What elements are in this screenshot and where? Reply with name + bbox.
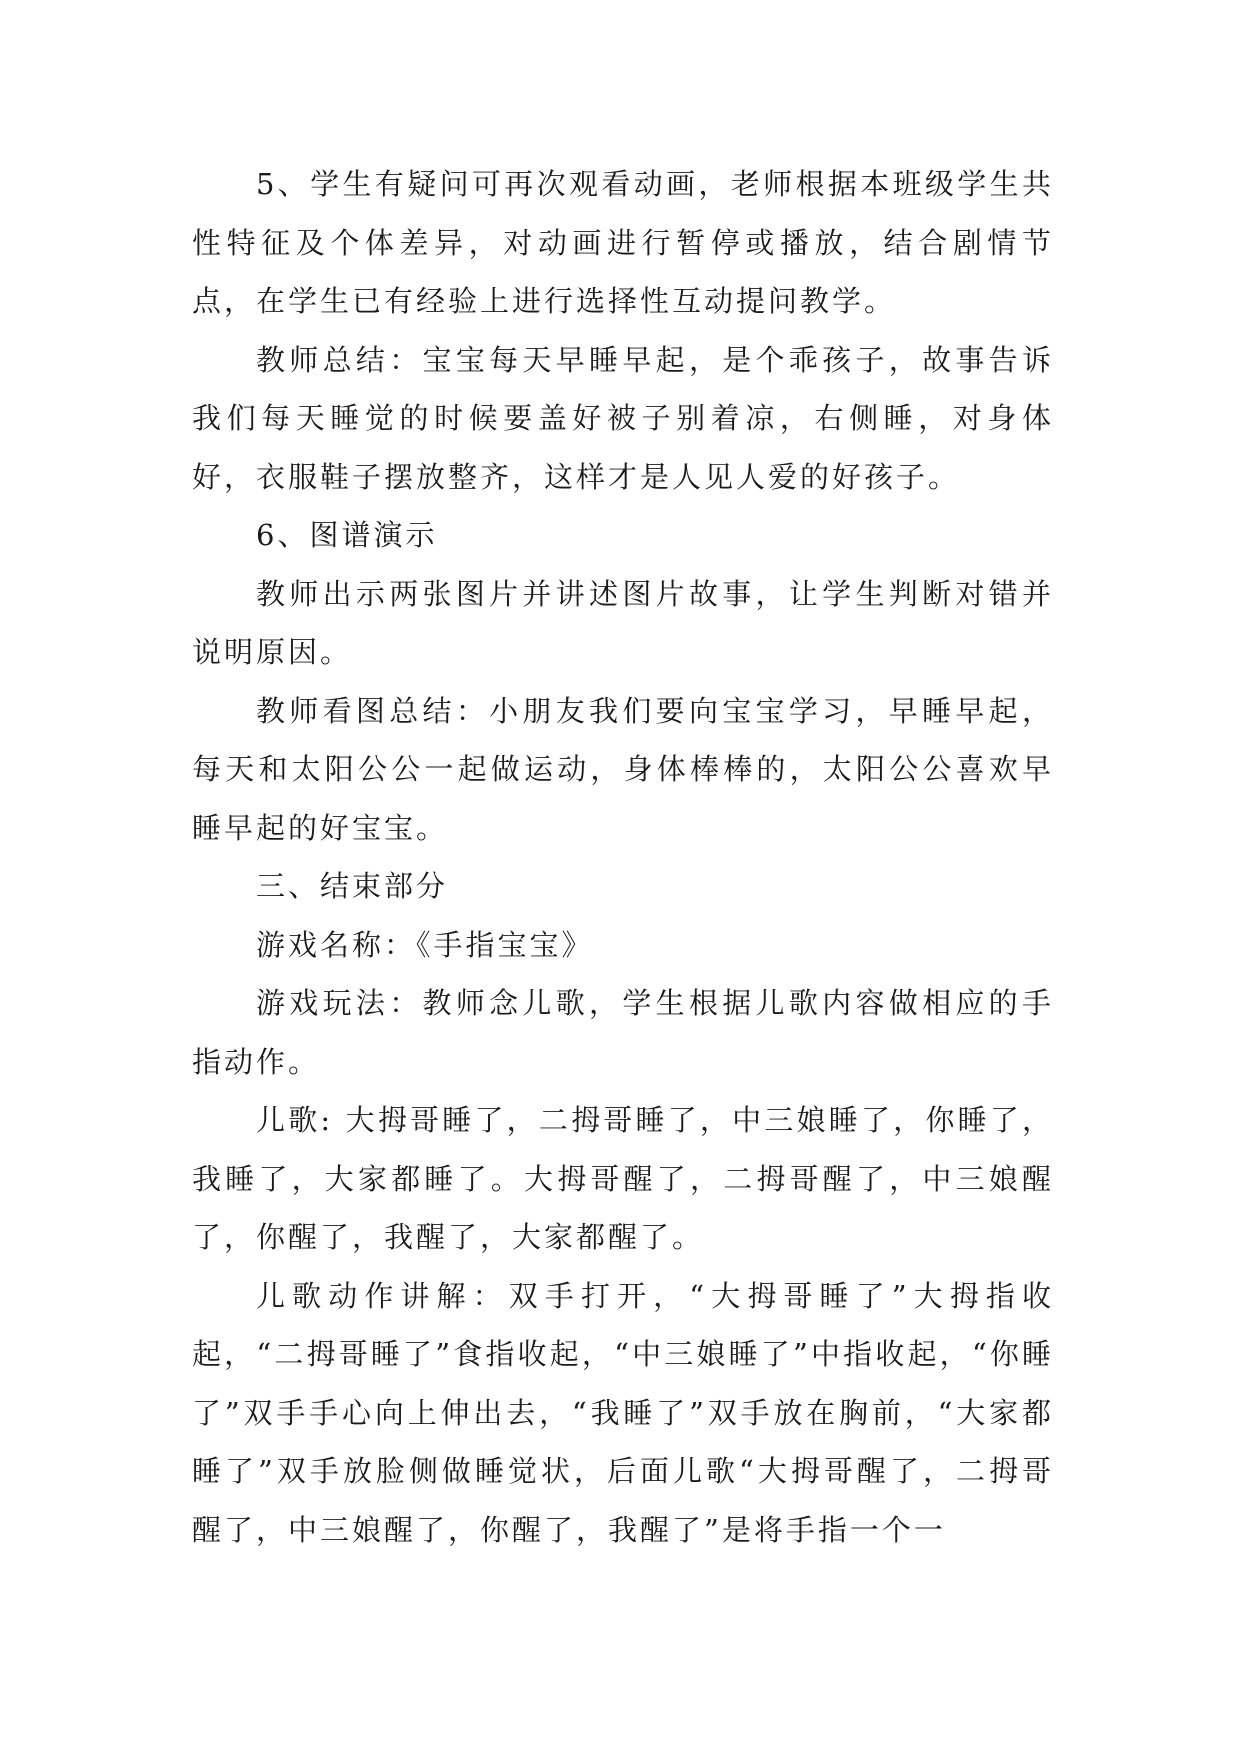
paragraph-teacher-summary: 教师总结：宝宝每天早睡早起，是个乖孩子，故事告诉我们每天睡觉的时候要盖好被子别着凉，右侧睡，对身体好，衣服鞋子摆放整齐，这样才是人见人爱的好孩子。 (192, 342, 1054, 494)
paragraph-rhyme-actions: 儿歌动作讲解：双手打开，“大拇哥睡了”大拇指收起，“二拇哥睡了”食指收起，“中三娘睡了”中指收起，“你睡了”双手手心向上伸出去，“我睡了”双手放在胸前，“大家都睡了”双手放脸侧做睡觉状，后面儿歌“大拇哥醒了，二拇哥醒了，中三娘醒了，你醒了，我醒了”是将手指一个一 (192, 1278, 1054, 1547)
paragraph-picture-story: 教师出示两张图片并讲述图片故事，让学生判断对错并说明原因。 (192, 576, 1054, 669)
paragraph-picture-summary: 教师看图总结：小朋友我们要向宝宝学习，早睡早起，每天和太阳公公一起做运动，身体棒棒的，太阳公公喜欢早睡早起的好宝宝。 (192, 693, 1054, 845)
section-heading-picture-demo: 6、图谱演示 (256, 518, 438, 552)
paragraph-nursery-rhyme: 儿歌: 大拇哥睡了，二拇哥睡了，中三娘睡了，你睡了，我睡了，大家都睡了。大拇哥醒了，二拇哥醒了，中三娘醒了，你醒了，我醒了，大家都醒了。 (192, 1103, 1054, 1254)
section-heading-ending: 三、结束部分 (256, 869, 449, 903)
paragraph-game-name: 游戏名称：《手指宝宝》 (256, 927, 594, 962)
paragraph-game-rules: 游戏玩法：教师念儿歌，学生根据儿歌内容做相应的手指动作。 (192, 986, 1054, 1079)
document-body (192, 155, 1054, 1559)
paragraph-animation-review: 5、学生有疑问可再次观看动画，老师根据本班级学生共性特征及个体差异，对动画进行暂停或播放，结合剧情节点，在学生已有经验上进行选择性互动提问教学。 (192, 167, 1054, 318)
